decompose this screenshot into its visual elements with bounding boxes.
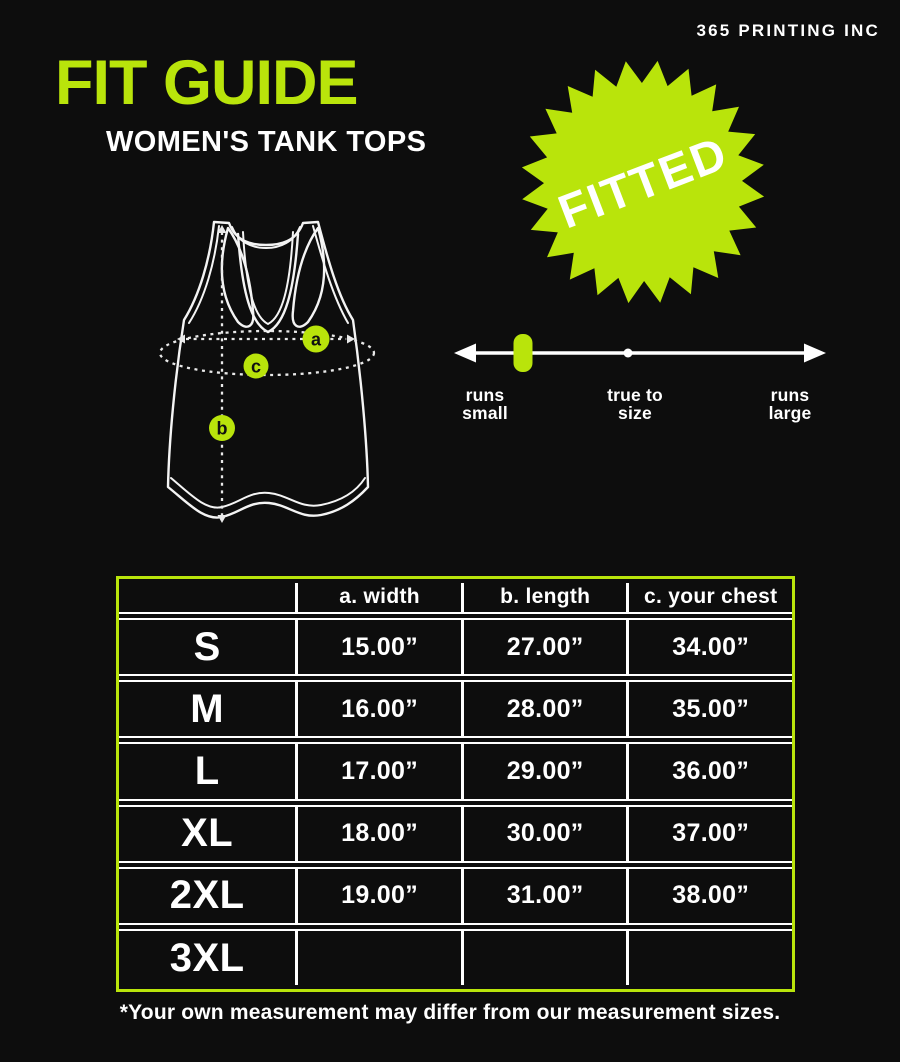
brand-text: 365 PRINTING INC <box>696 21 880 40</box>
table-row <box>119 867 792 925</box>
size-cell: S <box>119 618 295 676</box>
width-cell: 15.00” <box>295 618 461 676</box>
size-chart-table <box>119 579 792 989</box>
scale-label-true-to-size: true to size <box>607 385 663 423</box>
width-cell: 19.00” <box>295 867 461 925</box>
arrow-right-icon <box>347 335 355 344</box>
fit-scale <box>450 326 830 380</box>
length-cell: 31.00” <box>461 867 627 925</box>
chest-cell: 37.00” <box>626 805 792 863</box>
header-cell-width: a. width <box>295 583 461 614</box>
table-row <box>119 618 792 676</box>
size-cell: M <box>119 680 295 738</box>
table-row <box>119 805 792 863</box>
chest-cell <box>626 929 792 985</box>
table-row <box>119 680 792 738</box>
length-cell: 28.00” <box>461 680 627 738</box>
measure-point-c-label: c <box>250 356 262 377</box>
chest-cell: 35.00” <box>626 680 792 738</box>
scale-label-runs-small: runs small <box>462 385 508 423</box>
size-cell: 3XL <box>119 929 295 985</box>
tank-outline <box>168 222 368 518</box>
badge-label: FITTED <box>551 125 735 239</box>
width-cell: 18.00” <box>295 805 461 863</box>
tank-top-diagram <box>148 202 398 532</box>
measure-point-b-label: b <box>216 418 228 439</box>
chest-cell: 36.00” <box>626 742 792 800</box>
size-cell: XL <box>119 805 295 863</box>
length-cell: 30.00” <box>461 805 627 863</box>
length-cell: 27.00” <box>461 618 627 676</box>
tank-right-shoulder-seam <box>313 226 348 323</box>
footnote: *Your own measurement may differ from our measurement sizes. <box>119 1001 781 1024</box>
measure-point-a-label: a <box>310 329 322 350</box>
chest-cell: 34.00” <box>626 618 792 676</box>
length-cell: 29.00” <box>461 742 627 800</box>
header-cell-chest: c. your chest <box>626 583 792 614</box>
scale-arrow-right-icon <box>804 344 826 363</box>
scale-arrow-left-icon <box>454 344 476 363</box>
size-chart <box>116 576 795 992</box>
length-cell <box>461 929 627 985</box>
width-cell: 16.00” <box>295 680 461 738</box>
table-row <box>119 742 792 800</box>
width-cell <box>295 929 461 985</box>
scale-label-runs-large: runs large <box>768 385 812 423</box>
width-cell: 17.00” <box>295 742 461 800</box>
header-cell-blank <box>119 583 295 614</box>
header-cell-length: b. length <box>461 583 627 614</box>
size-cell: 2XL <box>119 867 295 925</box>
chest-cell: 38.00” <box>626 867 792 925</box>
scale-midpoint-dot <box>624 349 633 358</box>
table-header-row <box>119 583 792 614</box>
size-cell: L <box>119 742 295 800</box>
scale-marker <box>514 334 533 372</box>
arrow-down-icon <box>218 515 227 523</box>
page-title: FIT GUIDE <box>55 48 358 118</box>
fitted-badge <box>505 45 785 325</box>
table-row <box>119 929 792 985</box>
page-subtitle: WOMEN'S TANK TOPS <box>106 126 427 158</box>
